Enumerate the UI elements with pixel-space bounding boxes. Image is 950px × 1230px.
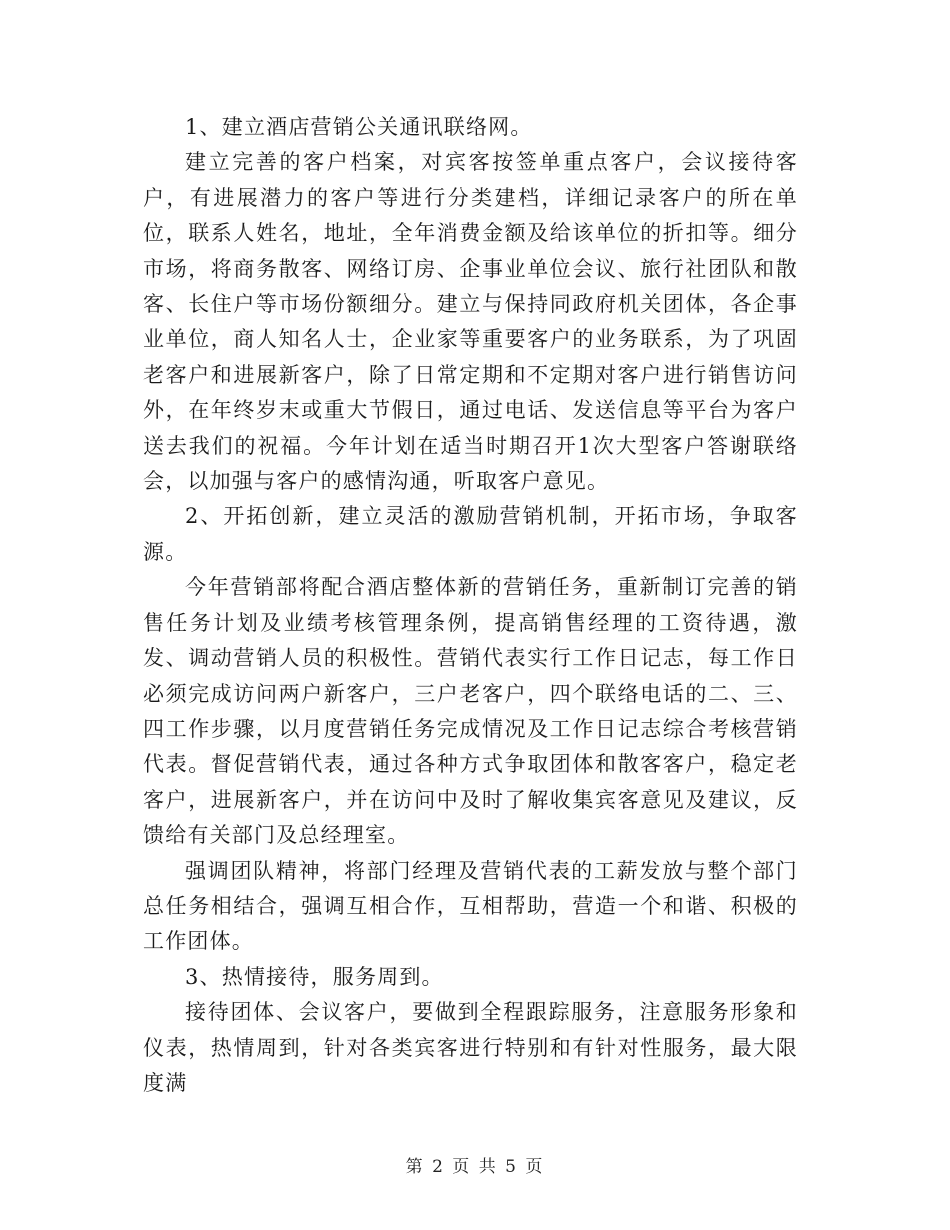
paragraph-team-spirit: 强调团队精神，将部门经理及营销代表的工薪发放与整个部门总任务相结合，强调互相合作，互相帮助，营造一个和谐、积极的工作团体。: [143, 858, 798, 954]
paragraph-sales-plan: 今年营销部将配合酒店整体新的营销任务，重新制订完善的销售任务计划及业绩考核管理条例，提高销售经理的工资待遇，激发、调动营销人员的积极性。营销代表实行工作日记志，每工作日必须完成访问两户新客户，三户老客户，四个联络电话的二、三、四工作步骤，以月度营销任务完成情况及工作日记志综合考核营销代表。督促营销代表，通过各种方式争取团体和散客客户，稳定老客户，进展新客户，并在访问中及时了解收集宾客意见及建议，反馈给有关部门及总经理室。: [143, 575, 798, 848]
paragraph-heading-3: 3、热情接待，服务周到。: [185, 964, 444, 989]
paragraph-reception: 接待团体、会议客户，要做到全程跟踪服务，注意服务形象和仪表，热情周到，针对各类宾客进行特别和有针对性服务，最大限度满: [143, 1000, 798, 1095]
paragraph-customer-files: 建立完善的客户档案，对宾客按签单重点客户，会议接待客户，有进展潜力的客户等进行分类建档，详细记录客户的所在单位，联系人姓名，地址，全年消费金额及给该单位的折扣等。细分市场，将商务散客、网络订房、企事业单位会议、旅行社团队和散客、长住户等市场份额细分。建立与保持同政府机关团体，各企事业单位，商人知名人士，企业家等重要客户的业务联系，为了巩固老客户和进展新客户，除了日常定期和不定期对客户进行销售访问外，在年终岁末或重大节假日，通过电话、发送信息等平台为客户送去我们的祝福。今年计划在适当时期召开1次大型客户答谢联络会，以加强与客户的感情沟通，听取客户意见。: [143, 150, 798, 494]
paragraph-heading-2: 2、开拓创新，建立灵活的激励营销机制，开拓市场，争取客源。: [143, 504, 798, 564]
paragraph-heading-1: 1、建立酒店营销公关通讯联络网。: [185, 115, 533, 139]
document-body: [143, 110, 798, 1101]
page-number-footer: 第 2 页 共 5 页: [405, 1157, 545, 1177]
